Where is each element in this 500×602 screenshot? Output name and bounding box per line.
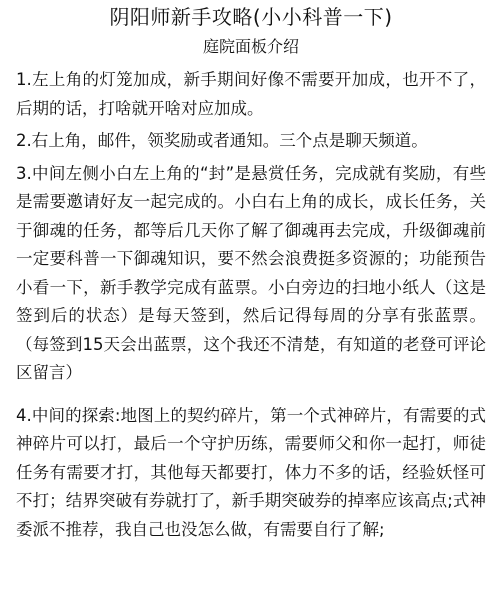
article-title: 阴阳师新手攻略(小小科普一下) [109,5,393,29]
paragraph-lantern-bonus: 1.左上角的灯笼加成，新手期间好像不需要开加成，也开不了，后期的话，打啥就开啥对应加成。 [16,70,486,118]
section-subtitle: 庭院面板介绍 [202,37,299,56]
paragraph-explore: 4.中间的探索:地图上的契约碎片，第一个式神碎片，有需要的式神碎片可以打，最后一个守护历练，需要师父和你一起打，师徒任务有需要才打，其他每天都要打，体力不多的话，经验妖怪可不打；结界突破有券就打了，新手期突破券的掉率应该高点;式神委派不推荐，我自己也没怎么做，有需要自行了解; [16,405,486,539]
paragraph-tasks-signin: 3.中间左侧小白左上角的“封”是悬赏任务，完成就有奖励，有些是需要邀请好友一起完成的。小白右上角的成长，成长任务，关于御魂的任务，都等后几天你了解了御魂再去完成，升级御魂前一定要科普一下御魂知识，要不然会浪费挺多资源的；功能预告小看一下，新手教学完成有蓝票。小白旁边的扫地小纸人（这是签到后的状态）是每天签到，然后记得每周的分享有张蓝票。（每签到15天会出蓝票，这个我还不清楚，有知道的老登可评论区留言） [16,163,486,382]
paragraph-mail-chat: 2.右上角，邮件，领奖励或者通知。三个点是聊天频道。 [16,131,428,150]
